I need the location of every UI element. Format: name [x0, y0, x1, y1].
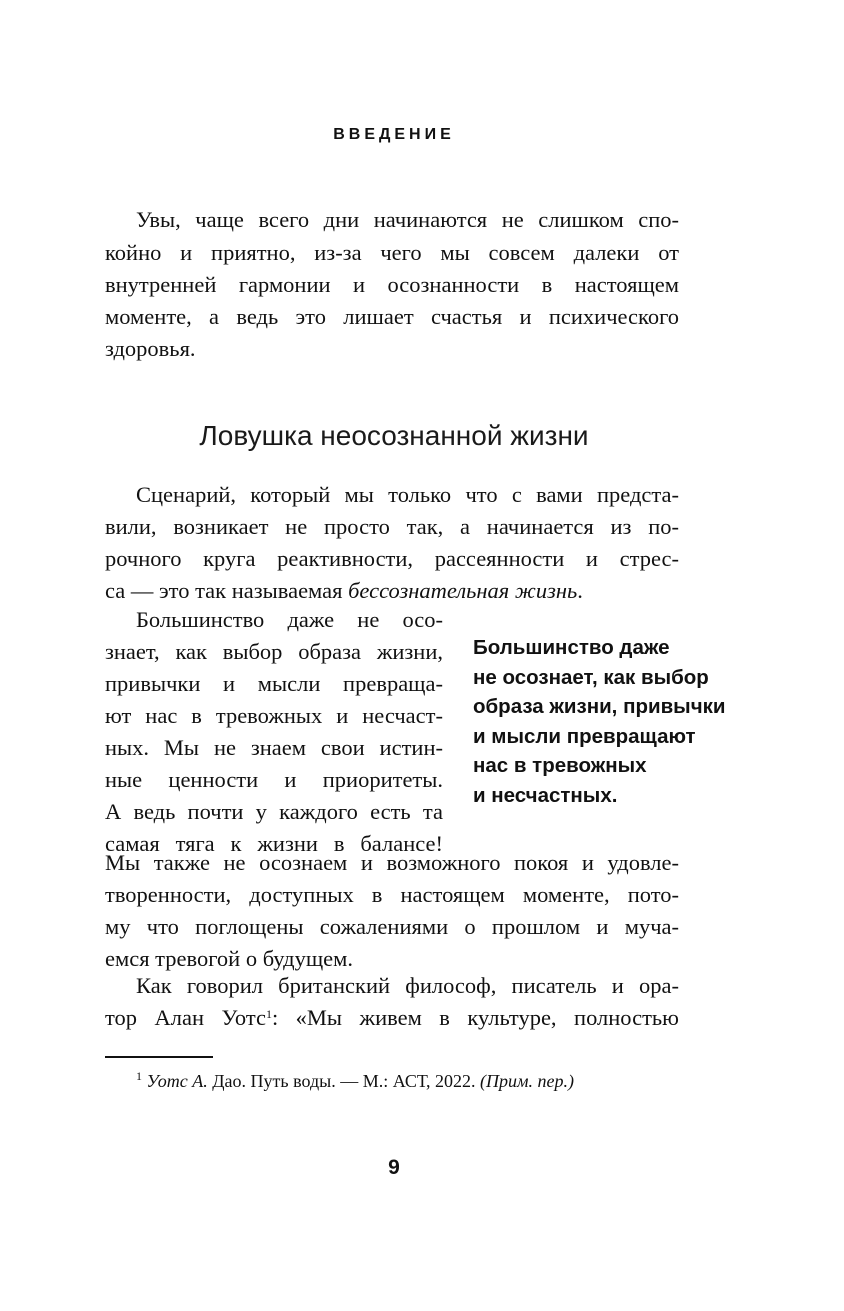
pull-quote-line: нас в тревожных	[473, 754, 647, 777]
paragraph-1-line: Увы, чаще всего дни начинаются не слишком спо-	[136, 207, 679, 232]
paragraph-3-line: му что поглощены сожалениями о прошлом и муча-	[105, 914, 679, 939]
paragraph-3-line: емся тревогой о будущем.	[105, 946, 354, 971]
text-span: .	[577, 578, 583, 603]
paragraph-2-line: рочного круга реактивности, рассеянности и стрес-	[105, 546, 679, 571]
paragraph-3-line: самая тяга к жизни в балансе!	[105, 831, 443, 856]
paragraph-1-line: здоровья.	[105, 336, 196, 361]
paragraph-3-line: Большинство даже не осо-	[136, 607, 443, 632]
running-header: ВВЕДЕНИЕ	[333, 126, 455, 143]
paragraph-1-line: моменте, а ведь это лишает счастья и психического	[105, 304, 679, 329]
paragraph-3-line: Мы также не осознаем и возможного покоя и удовле-	[105, 850, 679, 875]
footnote-author: Уотс А.	[146, 1071, 208, 1091]
footnote-text: Дао. Путь воды. — М.: АСТ, 2022.	[207, 1071, 481, 1091]
footnote-rule	[105, 1056, 213, 1058]
paragraph-3-line: ных. Мы не знаем свои истин-	[105, 735, 443, 760]
text-span: са — это так называемая	[105, 578, 349, 603]
paragraph-2-last-line	[105, 575, 679, 607]
pull-quote-line: Большинство даже	[473, 636, 670, 659]
paragraph-2-line: Сценарий, который мы только что с вами предста-	[136, 482, 679, 507]
paragraph-2-line: вили, возникает не просто так, а начинается из по-	[105, 514, 679, 539]
footnote-ref[interactable]: 1	[265, 1007, 272, 1021]
footnote	[136, 1068, 696, 1094]
italic-term: бессознательная жизнь	[348, 578, 578, 603]
paragraph-3-line: знает, как выбор образа жизни,	[105, 639, 443, 664]
paragraph-1-line: койно и приятно, из-за чего мы совсем далеки от	[105, 240, 679, 265]
footnote-number: 1	[136, 1069, 142, 1083]
paragraph-3-line: ют нас в тревожных и несчаст-	[105, 703, 443, 728]
paragraph-4-line	[105, 1002, 679, 1034]
paragraph-3-line: А ведь почти у каждого есть та	[105, 799, 443, 824]
pull-quote-line: образа жизни, привычки	[473, 695, 726, 718]
text-span: тор Алан Уотс	[105, 1005, 266, 1030]
paragraph-4-line: Как говорил британский философ, писатель и ора-	[136, 973, 679, 998]
text-span: : «Мы живем в культуре, полностью	[271, 1005, 679, 1030]
paragraph-3-line: творенности, доступных в настоящем моменте, пото-	[105, 882, 679, 907]
footnote-note: (Прим. пер.)	[480, 1071, 574, 1091]
page-number: 9	[388, 1156, 400, 1179]
paragraph-3-line: привычки и мысли превраща-	[105, 671, 443, 696]
pull-quote-line: и несчастных.	[473, 784, 618, 807]
paragraph-3-line: ные ценности и приоритеты.	[105, 767, 443, 792]
pull-quote-line: не осознает, как выбор	[473, 666, 709, 689]
paragraph-1-line: внутренней гармонии и осознанности в настоящем	[105, 272, 679, 297]
section-title: Ловушка неосознанной жизни	[199, 420, 589, 451]
pull-quote-line: и мысли превращают	[473, 725, 696, 748]
